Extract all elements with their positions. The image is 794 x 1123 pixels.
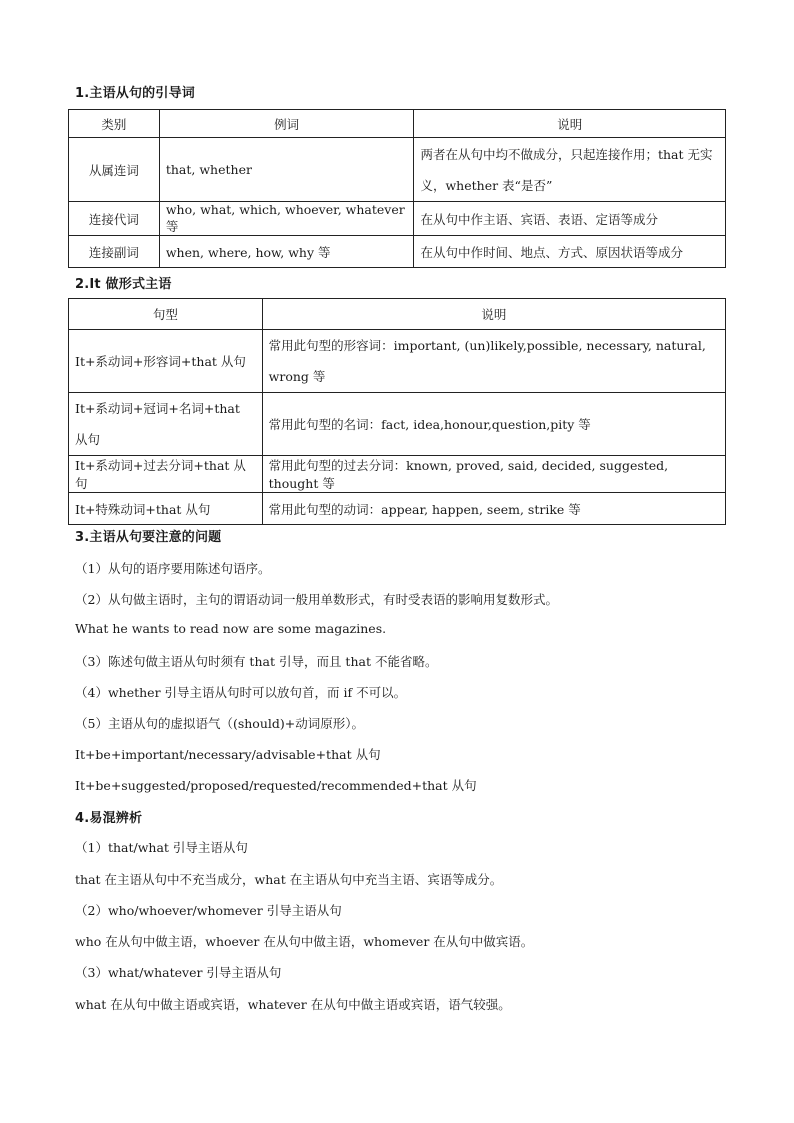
cell-pattern: It+系动词+形容词+that 从句 xyxy=(69,330,263,393)
cell-examples: that, whether xyxy=(159,138,414,202)
header-category: 类别 xyxy=(69,110,160,138)
cell-category: 连接代词 xyxy=(69,202,160,236)
cell-pattern: It+系动词+过去分词+that 从句 xyxy=(69,456,263,493)
table-row xyxy=(69,393,726,456)
paragraph: （1）that/what 引导主语从句 xyxy=(75,840,248,855)
cell-pattern: It+系动词+冠词+名词+that 从句 xyxy=(69,393,263,456)
header-pattern: 句型 xyxy=(69,299,263,330)
table-row xyxy=(69,138,726,202)
paragraph: what 在从句中做主语或宾语，whatever 在从句中做主语或宾语，语气较强。 xyxy=(75,997,511,1012)
paragraph: It+be+important/necessary/advisable+that 从句 xyxy=(75,747,381,762)
cell-category: 连接副词 xyxy=(69,236,160,268)
paragraph: that 在主语从句中不充当成分，what 在主语从句中充当主语、宾语等成分。 xyxy=(75,872,503,887)
introducer-table xyxy=(68,109,726,268)
cell-note: 常用此句型的动词：appear, happen, seem, strike 等 xyxy=(262,493,725,525)
table-header-row xyxy=(69,110,726,138)
section2-heading: 2.It 做形式主语 xyxy=(75,277,172,292)
cell-examples: who, what, which, whoever, whatever 等 xyxy=(159,202,414,236)
cell-examples: when, where, how, why 等 xyxy=(159,236,414,268)
table-row xyxy=(69,493,726,525)
cell-note: 常用此句型的形容词：important, (un)likely,possible, necessary, natural, wrong 等 xyxy=(262,330,725,393)
cell-pattern: It+特殊动词+that 从句 xyxy=(69,493,263,525)
section1-heading: 1.主语从句的引导词 xyxy=(75,86,195,101)
cell-note: 常用此句型的过去分词：known, proved, said, decided, suggested, thought 等 xyxy=(262,456,725,493)
cell-category: 从属连词 xyxy=(69,138,160,202)
paragraph: （2）从句做主语时，主句的谓语动词一般用单数形式，有时受表语的影响用复数形式。 xyxy=(75,592,558,607)
section4-heading: 4.易混辨析 xyxy=(75,811,143,826)
paragraph: who 在从句中做主语，whoever 在从句中做主语，whomever 在从句中做宾语。 xyxy=(75,934,534,949)
paragraph: What he wants to read now are some magazines. xyxy=(75,621,387,636)
table-row xyxy=(69,202,726,236)
cell-note: 在从句中作时间、地点、方式、原因状语等成分 xyxy=(414,236,726,268)
cell-note: 在从句中作主语、宾语、表语、定语等成分 xyxy=(414,202,726,236)
table-row xyxy=(69,456,726,493)
header-examples: 例词 xyxy=(159,110,414,138)
section3-heading: 3.主语从句要注意的问题 xyxy=(75,530,222,545)
table-row xyxy=(69,330,726,393)
paragraph: （1）从句的语序要用陈述句语序。 xyxy=(75,561,271,576)
cell-note: 两者在从句中均不做成分，只起连接作用；that 无实义，whether 表“是否” xyxy=(414,138,726,202)
header-note: 说明 xyxy=(414,110,726,138)
formal-subject-table xyxy=(68,298,726,525)
paragraph: （5）主语从句的虚拟语气（(should)+动词原形）。 xyxy=(75,716,364,731)
table-row xyxy=(69,236,726,268)
paragraph: （2）who/whoever/whomever 引导主语从句 xyxy=(75,903,342,918)
header-note: 说明 xyxy=(262,299,725,330)
paragraph: （3）陈述句做主语从句时须有 that 引导，而且 that 不能省略。 xyxy=(75,654,438,669)
table-header-row xyxy=(69,299,726,330)
paragraph: （4）whether 引导主语从句时可以放句首，而 if 不可以。 xyxy=(75,685,407,700)
cell-note: 常用此句型的名词：fact, idea,honour,question,pity 等 xyxy=(262,393,725,456)
paragraph: It+be+suggested/proposed/requested/recommended+that 从句 xyxy=(75,778,477,793)
paragraph: （3）what/whatever 引导主语从句 xyxy=(75,965,282,980)
